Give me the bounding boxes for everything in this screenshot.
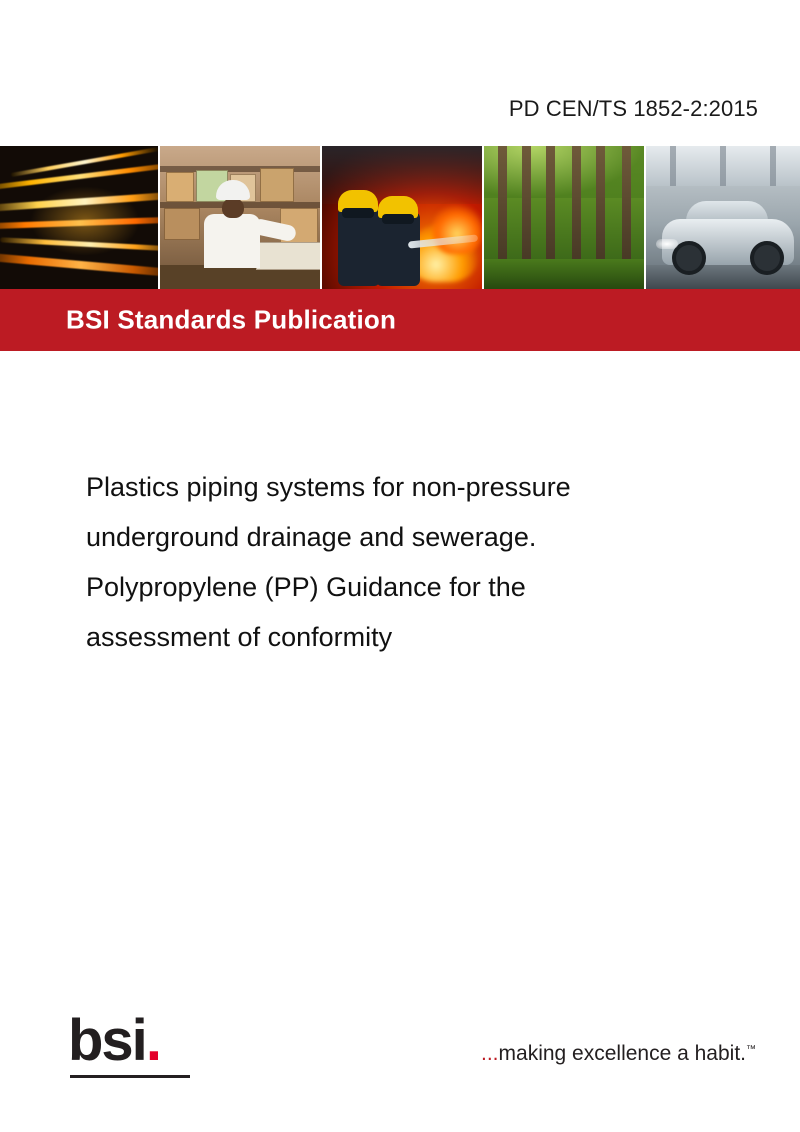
pallet xyxy=(256,242,320,270)
light-trails-photo xyxy=(0,146,158,289)
firefighter-body xyxy=(338,208,380,286)
firefighters-photo xyxy=(320,146,482,289)
car-wheel xyxy=(750,241,784,275)
canopy xyxy=(484,146,644,198)
ceiling-beam xyxy=(670,146,676,186)
bsi-tagline xyxy=(481,1042,756,1066)
trademark-symbol: ™ xyxy=(746,1044,756,1055)
tagline-text: making excellence a habit. xyxy=(498,1042,746,1065)
standards-publication-banner xyxy=(0,289,800,351)
carton xyxy=(164,208,200,240)
title-line-2: underground drainage and sewerage. xyxy=(86,522,537,552)
carton xyxy=(260,168,294,202)
visor xyxy=(382,214,414,224)
tagline-ellipsis: ... xyxy=(481,1042,499,1065)
ceiling-beam xyxy=(720,146,726,186)
forest-floor xyxy=(484,259,644,289)
car-showroom-photo xyxy=(644,146,800,289)
bsi-logo-underline xyxy=(70,1075,190,1078)
worker-body xyxy=(204,214,260,268)
headlamp xyxy=(656,239,678,249)
forest-photo xyxy=(482,146,644,289)
title-line-3: Polypropylene (PP) Guidance for the xyxy=(86,572,526,602)
banner-label: BSI Standards Publication xyxy=(66,304,397,335)
worker-face xyxy=(222,198,244,218)
warehouse-worker-photo xyxy=(158,146,320,289)
bsi-logo xyxy=(68,1008,160,1073)
title-line-1: Plastics piping systems for non-pressure xyxy=(86,472,571,502)
document-number: PD CEN/TS 1852-2:2015 xyxy=(508,96,758,121)
title-line-4: assessment of conformity xyxy=(86,622,393,652)
cover-image-strip xyxy=(0,146,800,289)
visor xyxy=(342,208,374,218)
carton xyxy=(166,172,194,202)
document-title xyxy=(86,462,716,662)
bsi-logo-text: bsi xyxy=(68,1008,146,1073)
flame xyxy=(432,204,482,254)
bsi-logo-dot: . xyxy=(145,1008,160,1073)
ceiling-beam xyxy=(770,146,776,186)
